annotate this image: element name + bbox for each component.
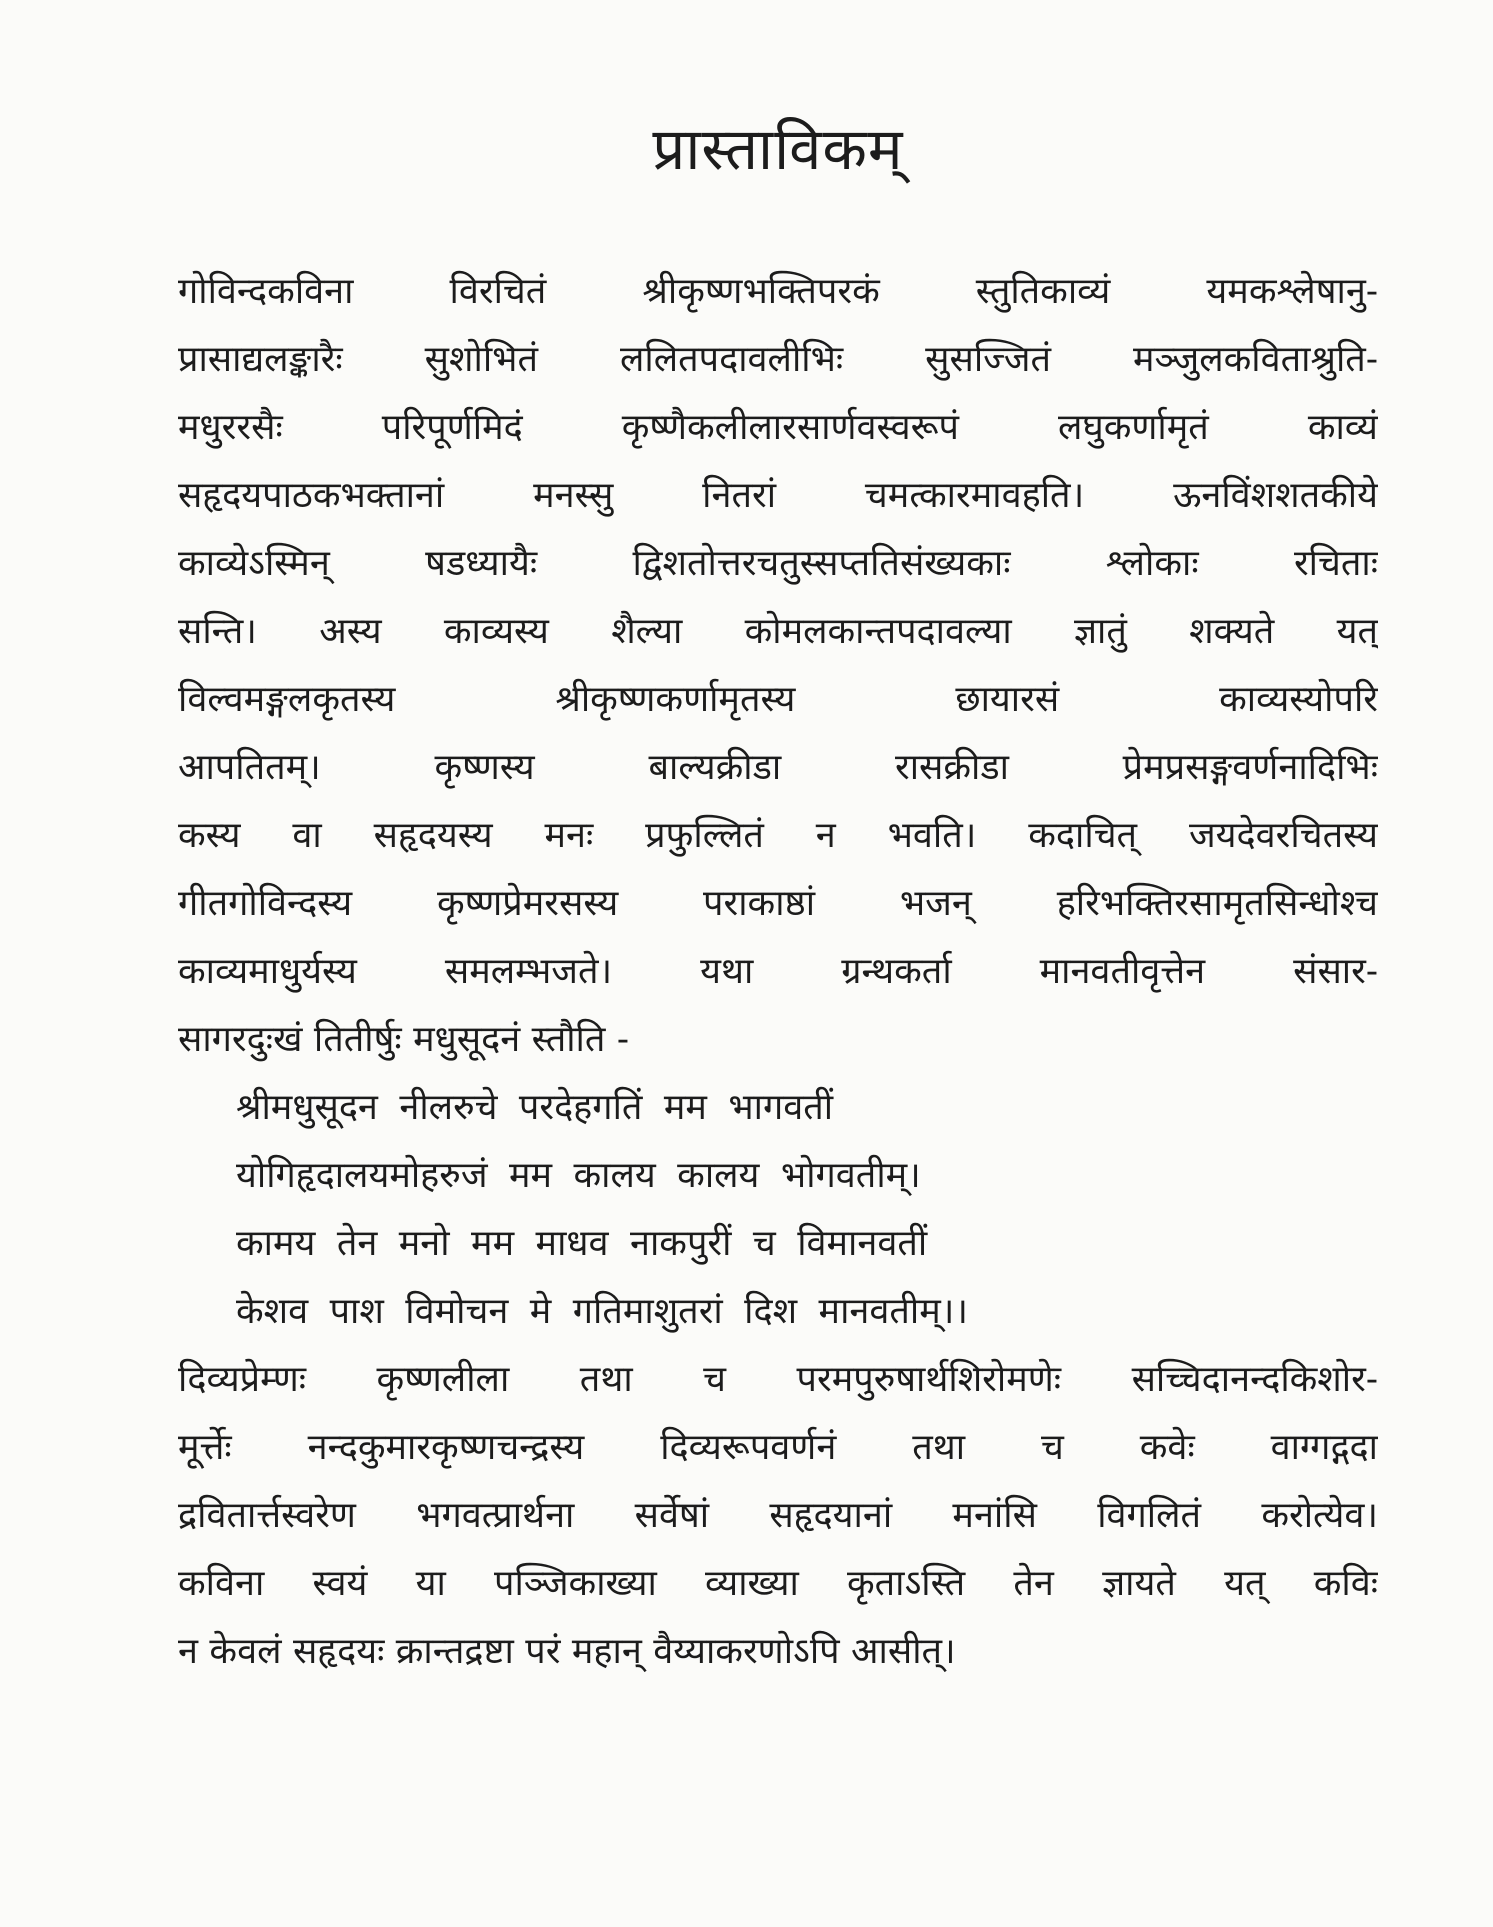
verse-line: कामय तेन मनो मम माधव नाकपुरीं च विमानवतीं [236,1223,928,1264]
text-line: कविना स्वयं या पञ्जिकाख्या व्याख्या कृताऽस्ति तेन ज्ञायते यत् कविः [178,1563,1378,1604]
text-line: प्रासाद्यलङ्कारैः सुशोभितं ललितपदावलीभिः सुसज्जितं मञ्जुलकविताश्रुति- [178,339,1378,380]
text-line: आपतितम्। कृष्णस्य बाल्यक्रीडा रासक्रीडा प्रेमप्रसङ्गवर्णनादिभिः [178,747,1378,788]
paragraph-intro [178,258,1378,1074]
page-title: प्रास्ताविकम् [652,115,904,183]
text-line: काव्यमाधुर्यस्य समलम्भजते। यथा ग्रन्थकर्ता मानवतीवृत्तेन संसार- [178,951,1378,992]
text-line: काव्येऽस्मिन् षडध्यायैः द्विशतोत्तरचतुस्सप्ततिसंख्यकाः श्लोकाः रचिताः [178,543,1378,584]
text-line: गीतगोविन्दस्य कृष्णप्रेमरसस्य पराकाष्ठां भजन् हरिभक्तिरसामृतसिन्धोश्च [178,883,1378,924]
text-line: द्रवितार्त्तस्वरेण भगवत्प्रार्थना सर्वेषां सहृदयानां मनांसि विगलितं करोत्येव। [178,1495,1378,1536]
verse-line: केशव पाश विमोचन मे गतिमाशुतरां दिश मानवतीम्।। [236,1291,969,1332]
text-line: सागरदुःखं तितीर्षुः मधुसूदनं स्तौति - [178,1019,629,1060]
verse-line: योगिहृदालयमोहरुजं मम कालय कालय भोगवतीम्। [236,1155,921,1196]
text-line: गोविन्दकविना विरचितं श्रीकृष्णभक्तिपरकं स्तुतिकाव्यं यमकश्लेषानु- [178,271,1378,312]
text-line: दिव्यप्रेम्णः कृष्णलीला तथा च परमपुरुषार्थशिरोमणेः सच्चिदानन्दकिशोर- [178,1359,1378,1400]
text-line: कस्य वा सहृदयस्य मनः प्रफुल्लितं न भवति। कदाचित् जयदेवरचितस्य [178,815,1378,856]
verse-line: श्रीमधुसूदन नीलरुचे परदेहगतिं मम भागवतीं [236,1087,834,1128]
text-line: मूर्त्तेः नन्दकुमारकृष्णचन्द्रस्य दिव्यरूपवर्णनं तथा च कवेः वाग्गद्गदा [178,1427,1378,1468]
text-line: सहृदयपाठकभक्तानां मनस्सु नितरां चमत्कारमावहति। ऊनविंशशतकीये [178,475,1378,516]
text-line: सन्ति। अस्य काव्यस्य शैल्या कोमलकान्तपदावल्या ज्ञातुं शक्यते यत् [178,611,1378,652]
text-line: मधुररसैः परिपूर्णमिदं कृष्णैकलीलारसार्णवस्वरूपं लघुकर्णामृतं काव्यं [178,407,1378,448]
verse-block [178,1074,1378,1346]
paragraph-closing [178,1346,1378,1686]
text-line: न केवलं सहृदयः क्रान्तद्रष्टा परं महान् वैय्याकरणोऽपि आसीत्। [178,1631,956,1672]
text-line: विल्वमङ्गलकृतस्य श्रीकृष्णकर्णामृतस्य छायारसं काव्यस्योपरि [178,679,1378,720]
body-text [178,258,1378,1686]
